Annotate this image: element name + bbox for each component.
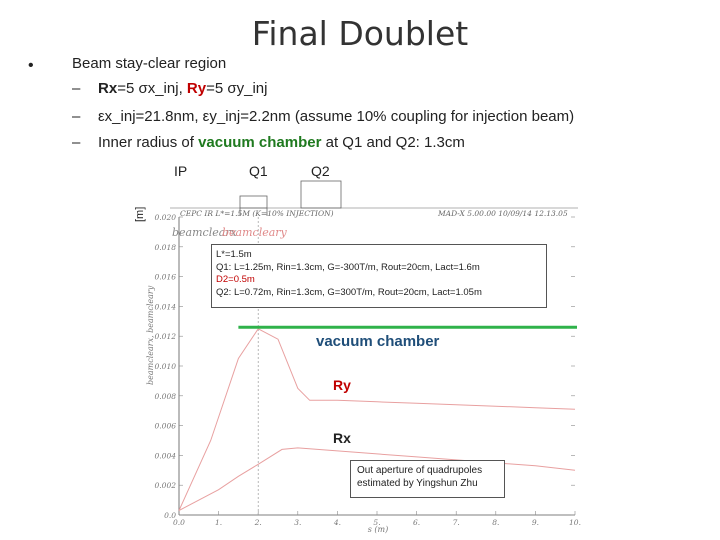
x-tick-label: 7.: [452, 518, 460, 527]
bullet-heading: Beam stay-clear region: [72, 55, 227, 72]
ip-label: IP: [174, 163, 188, 179]
callout-q2: Q2: L=0.72m, Rin=1.3cm, G=300T/m, Rout=20cm, Lact=1.05m: [216, 286, 482, 298]
y-tick-label: 0.010: [154, 362, 176, 371]
note-line-1: Out aperture of quadrupoles: [357, 465, 483, 476]
x-tick-label: 2.: [254, 518, 262, 527]
x-tick-label: 10.: [569, 518, 581, 527]
x-axis-label: s (m): [367, 525, 389, 534]
note-line-2: estimated by Yingshun Zhu: [357, 478, 478, 489]
callout-q1: Q1: L=1.25m, Rin=1.3cm, G=-300T/m, Rout=20cm, Lact=1.6m: [216, 261, 480, 273]
inner-radius-text: Inner radius of: [98, 134, 199, 151]
x-tick-label: 9.: [531, 518, 539, 527]
y-tick-label: 0.016: [154, 272, 176, 282]
bullet-marker: •: [28, 57, 34, 74]
legend-beamclearx: beamclearx: [172, 226, 237, 239]
y-tick-label: 0.006: [154, 421, 176, 431]
emittance-text: εx_inj=21.8nm, εy_inj=2.2nm (assume 10% coupling for injection beam): [98, 108, 575, 125]
callout-d2: D2=0.5m: [216, 274, 255, 285]
y-tick-label: 0.002: [154, 481, 176, 491]
y-tick-label: 0.012: [154, 332, 176, 342]
dash-marker: –: [72, 134, 81, 151]
x-tick-label: 8.: [492, 518, 500, 527]
y-tick-label: 0.008: [154, 391, 176, 401]
q2-label: Q2: [311, 163, 330, 179]
x-tick-label: 1.: [215, 518, 223, 527]
y-tick-label: 0.018: [154, 242, 176, 252]
rx-text: =5 σx_inj,: [117, 80, 187, 97]
callout-lstar: L*=1.5m: [216, 249, 252, 260]
q1-label: Q1: [249, 163, 268, 179]
vacuum-chamber-label: vacuum chamber: [316, 333, 440, 350]
dash-marker: –: [72, 108, 81, 125]
aperture-note-box: [350, 460, 505, 498]
y-axis-unit: [m]: [134, 206, 146, 222]
dash-marker: –: [72, 80, 81, 97]
y-tick-label: 0.004: [154, 451, 176, 461]
q2-magnet-box: [301, 181, 341, 208]
rx-curve-label: Rx: [333, 430, 351, 446]
y-tick-label: 0.0: [164, 511, 176, 520]
x-tick-label: 3.: [294, 518, 302, 527]
quadrupole-parameters-box: [211, 244, 547, 308]
y-tick-label: 0.014: [154, 302, 176, 312]
rx-label-inline: Rx: [98, 80, 118, 97]
ry-curve-label: Ry: [333, 377, 351, 393]
y-axis-label: beamclearx, beamcleary: [146, 285, 155, 385]
plot-header-left: CEPC IR L*=1.5M (K=10% INJECTION): [180, 209, 334, 218]
ry-text: =5 σy_inj: [206, 80, 268, 97]
plot-header-right: MAD-X 5.00.00 10/09/14 12.13.05: [438, 209, 568, 218]
q1-magnet-box: [240, 196, 267, 208]
vacuum-chamber-inline: vacuum chamber: [198, 134, 322, 151]
x-tick-label: 6.: [413, 518, 421, 527]
x-tick-label: 4.: [333, 518, 341, 527]
ry-label-inline: Ry: [186, 80, 207, 97]
page-title: Final Doublet: [251, 14, 469, 53]
x-tick-label: 0.0: [173, 518, 185, 527]
inner-radius-text-end: at Q1 and Q2: 1.3cm: [321, 134, 465, 151]
y-tick-label: 0.020: [154, 213, 176, 222]
x-tick-label: 5.: [373, 518, 381, 527]
legend-beamcleary: beamcleary: [222, 226, 287, 239]
